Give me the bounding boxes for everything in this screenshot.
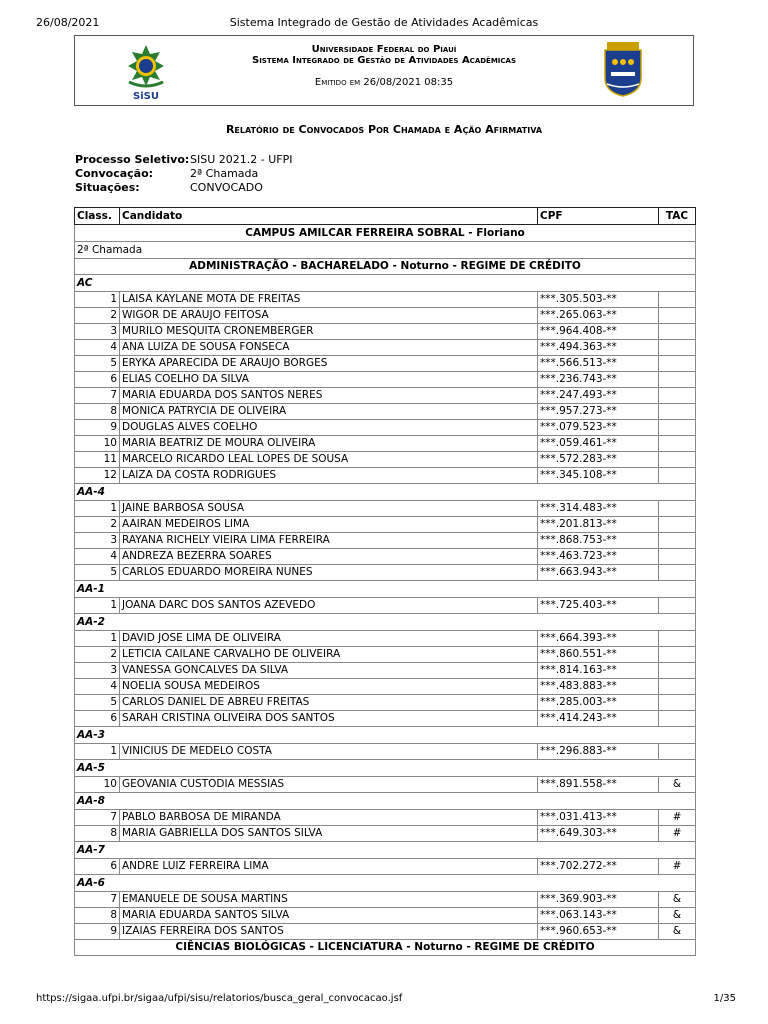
col-header-class: Class. bbox=[75, 208, 120, 225]
cell-cpf: ***.265.063-** bbox=[538, 308, 659, 324]
cell-tac bbox=[659, 517, 696, 533]
system-name: Sistema Integrado de Gestão de Atividades Acadêmicas bbox=[252, 55, 516, 66]
cell-candidate-name: MARCELO RICARDO LEAL LOPES DE SOUSA bbox=[120, 452, 538, 468]
print-page-number: 1/35 bbox=[713, 993, 736, 1004]
table-row bbox=[75, 663, 696, 679]
cell-cpf: ***.891.558-** bbox=[538, 777, 659, 793]
cell-cpf: ***.369.903-** bbox=[538, 892, 659, 908]
cell-cpf: ***.247.493-** bbox=[538, 388, 659, 404]
table-row bbox=[75, 810, 696, 826]
selection-value: SISU 2021.2 - UFPI bbox=[190, 153, 293, 166]
table-row bbox=[75, 908, 696, 924]
cell-tac bbox=[659, 388, 696, 404]
table-row bbox=[75, 777, 696, 793]
table-row bbox=[75, 892, 696, 908]
cell-classification: 8 bbox=[75, 826, 120, 842]
cell-candidate-name: ANDRE LUIZ FERREIRA LIMA bbox=[120, 859, 538, 875]
cell-cpf: ***.868.753-** bbox=[538, 533, 659, 549]
cell-candidate-name: CARLOS DANIEL DE ABREU FREITAS bbox=[120, 695, 538, 711]
cell-cpf: ***.345.108-** bbox=[538, 468, 659, 484]
cell-tac: # bbox=[659, 810, 696, 826]
cell-classification: 5 bbox=[75, 695, 120, 711]
cell-candidate-name: NOELIA SOUSA MEDEIROS bbox=[120, 679, 538, 695]
cell-classification: 4 bbox=[75, 679, 120, 695]
cell-cpf: ***.201.813-** bbox=[538, 517, 659, 533]
cell-tac bbox=[659, 533, 696, 549]
table-row bbox=[75, 631, 696, 647]
cell-classification: 1 bbox=[75, 501, 120, 517]
print-date: 26/08/2021 bbox=[36, 16, 100, 29]
cell-classification: 5 bbox=[75, 565, 120, 581]
course-row bbox=[75, 940, 696, 956]
table-row bbox=[75, 324, 696, 340]
cell-cpf: ***.663.943-** bbox=[538, 565, 659, 581]
cell-cpf: ***.463.723-** bbox=[538, 549, 659, 565]
cell-cpf: ***.031.413-** bbox=[538, 810, 659, 826]
cell-cpf: ***.483.883-** bbox=[538, 679, 659, 695]
cell-candidate-name: ERYKA APARECIDA DE ARAUJO BORGES bbox=[120, 356, 538, 372]
cell-classification: 11 bbox=[75, 452, 120, 468]
cell-candidate-name: JAINE BARBOSA SOUSA bbox=[120, 501, 538, 517]
col-header-candidate: Candidato bbox=[120, 208, 538, 225]
cell-tac bbox=[659, 372, 696, 388]
table-row bbox=[75, 468, 696, 484]
table-row bbox=[75, 826, 696, 842]
cell-tac: & bbox=[659, 777, 696, 793]
table-row bbox=[75, 308, 696, 324]
cell-classification: 6 bbox=[75, 711, 120, 727]
cell-classification: 7 bbox=[75, 388, 120, 404]
table-row bbox=[75, 695, 696, 711]
cell-candidate-name: MONICA PATRYCIA DE OLIVEIRA bbox=[120, 404, 538, 420]
cell-classification: 6 bbox=[75, 372, 120, 388]
cell-cpf: ***.664.393-** bbox=[538, 631, 659, 647]
cell-cpf: ***.285.003-** bbox=[538, 695, 659, 711]
cell-tac bbox=[659, 631, 696, 647]
print-title: Sistema Integrado de Gestão de Atividades Acadêmicas bbox=[229, 16, 539, 29]
cell-cpf: ***.063.143-** bbox=[538, 908, 659, 924]
table-row bbox=[75, 372, 696, 388]
cell-candidate-name: CARLOS EDUARDO MOREIRA NUNES bbox=[120, 565, 538, 581]
cell-classification: 4 bbox=[75, 549, 120, 565]
cell-candidate-name: MARIA BEATRIZ DE MOURA OLIVEIRA bbox=[120, 436, 538, 452]
sisu-logo-text: SiSU bbox=[133, 91, 159, 102]
cell-classification: 3 bbox=[75, 324, 120, 340]
cell-candidate-name: MARIA EDUARDA DOS SANTOS NERES bbox=[120, 388, 538, 404]
table-row bbox=[75, 356, 696, 372]
university-name: Universidade Federal do Piauí bbox=[311, 44, 457, 55]
selection-label: Processo Seletivo: bbox=[75, 153, 190, 166]
cell-classification: 3 bbox=[75, 663, 120, 679]
cell-tac bbox=[659, 308, 696, 324]
cell-candidate-name: LAIZA DA COSTA RODRIGUES bbox=[120, 468, 538, 484]
cell-candidate-name: WIGOR DE ARAUJO FEITOSA bbox=[120, 308, 538, 324]
cell-candidate-name: JOANA DARC DOS SANTOS AZEVEDO bbox=[120, 598, 538, 614]
cell-classification: 1 bbox=[75, 598, 120, 614]
cell-candidate-name: LAISA KAYLANE MOTA DE FREITAS bbox=[120, 292, 538, 308]
quota-group-row bbox=[75, 842, 696, 859]
cell-candidate-name: VANESSA GONCALVES DA SILVA bbox=[120, 663, 538, 679]
param-selection bbox=[75, 153, 292, 167]
print-url: https://sigaa.ufpi.br/sigaa/ufpi/sisu/relatorios/busca_geral_convocacao.jsf bbox=[36, 993, 403, 1004]
cell-cpf: ***.725.403-** bbox=[538, 598, 659, 614]
call-value: 2ª Chamada bbox=[190, 167, 259, 180]
cell-candidate-name: SARAH CRISTINA OLIVEIRA DOS SANTOS bbox=[120, 711, 538, 727]
chamada-row bbox=[75, 242, 696, 259]
course-row bbox=[75, 259, 696, 275]
cell-classification: 2 bbox=[75, 517, 120, 533]
cell-candidate-name: ANA LUIZA DE SOUSA FONSECA bbox=[120, 340, 538, 356]
cell-tac bbox=[659, 549, 696, 565]
cell-classification: 9 bbox=[75, 420, 120, 436]
table-row bbox=[75, 517, 696, 533]
cell-tac: & bbox=[659, 924, 696, 940]
cell-tac: # bbox=[659, 859, 696, 875]
cell-cpf: ***.572.283-** bbox=[538, 452, 659, 468]
cell-classification: 8 bbox=[75, 908, 120, 924]
quota-group-name: AA-1 bbox=[75, 581, 696, 598]
cell-cpf: ***.964.408-** bbox=[538, 324, 659, 340]
cell-cpf: ***.236.743-** bbox=[538, 372, 659, 388]
cell-classification: 10 bbox=[75, 777, 120, 793]
chamada-name: 2ª Chamada bbox=[75, 242, 696, 259]
cell-tac: & bbox=[659, 892, 696, 908]
emitted-label: Emitido em bbox=[314, 77, 361, 88]
cell-tac bbox=[659, 679, 696, 695]
table-row bbox=[75, 533, 696, 549]
table-row bbox=[75, 711, 696, 727]
cell-cpf: ***.814.163-** bbox=[538, 663, 659, 679]
cell-classification: 2 bbox=[75, 308, 120, 324]
status-value: CONVOCADO bbox=[190, 181, 263, 194]
cell-tac bbox=[659, 356, 696, 372]
quota-group-name: AA-6 bbox=[75, 875, 696, 892]
cell-cpf: ***.296.883-** bbox=[538, 744, 659, 760]
course-name: CIÊNCIAS BIOLÓGICAS - LICENCIATURA - Noturno - REGIME DE CRÉDITO bbox=[75, 940, 696, 956]
cell-tac bbox=[659, 292, 696, 308]
quota-group-row bbox=[75, 727, 696, 744]
cell-candidate-name: DAVID JOSE LIMA DE OLIVEIRA bbox=[120, 631, 538, 647]
param-status bbox=[75, 181, 292, 195]
table-row bbox=[75, 292, 696, 308]
cell-tac: # bbox=[659, 826, 696, 842]
report-title: Relatório de Convocados Por Chamada e Ação Afirmativa bbox=[225, 123, 543, 136]
cell-candidate-name: VINICIUS DE MEDELO COSTA bbox=[120, 744, 538, 760]
cell-tac bbox=[659, 695, 696, 711]
table-row bbox=[75, 679, 696, 695]
cell-tac bbox=[659, 565, 696, 581]
quota-group-row bbox=[75, 793, 696, 810]
cell-cpf: ***.702.272-** bbox=[538, 859, 659, 875]
table-row bbox=[75, 549, 696, 565]
cell-candidate-name: LETICIA CAILANE CARVALHO DE OLIVEIRA bbox=[120, 647, 538, 663]
cell-cpf: ***.860.551-** bbox=[538, 647, 659, 663]
cell-classification: 9 bbox=[75, 924, 120, 940]
campus-name: CAMPUS AMILCAR FERREIRA SOBRAL - Floriano bbox=[75, 225, 696, 242]
cell-tac bbox=[659, 744, 696, 760]
cell-cpf: ***.059.461-** bbox=[538, 436, 659, 452]
quota-group-row bbox=[75, 484, 696, 501]
cell-cpf: ***.414.243-** bbox=[538, 711, 659, 727]
cell-tac bbox=[659, 340, 696, 356]
cell-classification: 10 bbox=[75, 436, 120, 452]
cell-classification: 1 bbox=[75, 631, 120, 647]
table-row bbox=[75, 647, 696, 663]
cell-classification: 1 bbox=[75, 292, 120, 308]
table-row bbox=[75, 404, 696, 420]
cell-classification: 1 bbox=[75, 744, 120, 760]
cell-candidate-name: MURILO MESQUITA CRONEMBERGER bbox=[120, 324, 538, 340]
cell-cpf: ***.566.513-** bbox=[538, 356, 659, 372]
table-row bbox=[75, 340, 696, 356]
convocados-table bbox=[74, 207, 696, 956]
cell-candidate-name: DOUGLAS ALVES COELHO bbox=[120, 420, 538, 436]
cell-cpf: ***.305.503-** bbox=[538, 292, 659, 308]
cell-cpf: ***.079.523-** bbox=[538, 420, 659, 436]
cell-candidate-name: GEOVANIA CUSTODIA MESSIAS bbox=[120, 777, 538, 793]
cell-candidate-name: RAYANA RICHELY VIEIRA LIMA FERREIRA bbox=[120, 533, 538, 549]
cell-classification: 8 bbox=[75, 404, 120, 420]
table-row bbox=[75, 501, 696, 517]
cell-tac bbox=[659, 468, 696, 484]
table-row bbox=[75, 598, 696, 614]
cell-classification: 4 bbox=[75, 340, 120, 356]
table-row bbox=[75, 565, 696, 581]
cell-cpf: ***.957.273-** bbox=[538, 404, 659, 420]
cell-tac bbox=[659, 452, 696, 468]
quota-group-row bbox=[75, 875, 696, 892]
cell-classification: 5 bbox=[75, 356, 120, 372]
table-row bbox=[75, 859, 696, 875]
param-call bbox=[75, 167, 292, 181]
quota-group-name: AA-3 bbox=[75, 727, 696, 744]
quota-group-name: AC bbox=[75, 275, 696, 292]
cell-candidate-name: MARIA GABRIELLA DOS SANTOS SILVA bbox=[120, 826, 538, 842]
cell-candidate-name: PABLO BARBOSA DE MIRANDA bbox=[120, 810, 538, 826]
cell-candidate-name: EMANUELE DE SOUSA MARTINS bbox=[120, 892, 538, 908]
emitted-value: 26/08/2021 08:35 bbox=[363, 77, 454, 88]
cell-cpf: ***.960.653-** bbox=[538, 924, 659, 940]
call-label: Convocação: bbox=[75, 167, 154, 180]
report-parameters bbox=[75, 153, 292, 195]
cell-tac bbox=[659, 436, 696, 452]
cell-classification: 3 bbox=[75, 533, 120, 549]
cell-candidate-name: AAIRAN MEDEIROS LIMA bbox=[120, 517, 538, 533]
cell-tac bbox=[659, 647, 696, 663]
cell-cpf: ***.314.483-** bbox=[538, 501, 659, 517]
table-row bbox=[75, 436, 696, 452]
quota-group-name: AA-5 bbox=[75, 760, 696, 777]
cell-cpf: ***.649.303-** bbox=[538, 826, 659, 842]
table-row bbox=[75, 388, 696, 404]
quota-group-row bbox=[75, 581, 696, 598]
cell-tac bbox=[659, 711, 696, 727]
cell-cpf: ***.494.363-** bbox=[538, 340, 659, 356]
cell-candidate-name: MARIA EDUARDA SANTOS SILVA bbox=[120, 908, 538, 924]
ufpi-shield-icon bbox=[603, 40, 643, 98]
cell-tac bbox=[659, 598, 696, 614]
cell-tac: & bbox=[659, 908, 696, 924]
cell-tac bbox=[659, 324, 696, 340]
cell-classification: 2 bbox=[75, 647, 120, 663]
emitted-line bbox=[75, 77, 693, 88]
cell-tac bbox=[659, 663, 696, 679]
cell-classification: 6 bbox=[75, 859, 120, 875]
report-header bbox=[74, 35, 694, 106]
quota-group-name: AA-8 bbox=[75, 793, 696, 810]
col-header-tac: TAC bbox=[659, 208, 696, 225]
table-header-row bbox=[75, 208, 696, 225]
table-row bbox=[75, 744, 696, 760]
quota-group-row bbox=[75, 760, 696, 777]
cell-tac bbox=[659, 404, 696, 420]
cell-tac bbox=[659, 501, 696, 517]
cell-candidate-name: ANDREZA BEZERRA SOARES bbox=[120, 549, 538, 565]
table-row bbox=[75, 924, 696, 940]
course-name: ADMINISTRAÇÃO - BACHARELADO - Noturno - REGIME DE CRÉDITO bbox=[75, 259, 696, 275]
quota-group-name: AA-2 bbox=[75, 614, 696, 631]
quota-group-name: AA-4 bbox=[75, 484, 696, 501]
campus-row bbox=[75, 225, 696, 242]
cell-classification: 7 bbox=[75, 810, 120, 826]
quota-group-name: AA-7 bbox=[75, 842, 696, 859]
table-row bbox=[75, 452, 696, 468]
cell-candidate-name: IZAIAS FERREIRA DOS SANTOS bbox=[120, 924, 538, 940]
cell-classification: 12 bbox=[75, 468, 120, 484]
quota-group-row bbox=[75, 614, 696, 631]
cell-classification: 7 bbox=[75, 892, 120, 908]
status-label: Situações: bbox=[75, 181, 140, 194]
cell-candidate-name: ELIAS COELHO DA SILVA bbox=[120, 372, 538, 388]
cell-tac bbox=[659, 420, 696, 436]
quota-group-row bbox=[75, 275, 696, 292]
col-header-cpf: CPF bbox=[538, 208, 659, 225]
table-row bbox=[75, 420, 696, 436]
